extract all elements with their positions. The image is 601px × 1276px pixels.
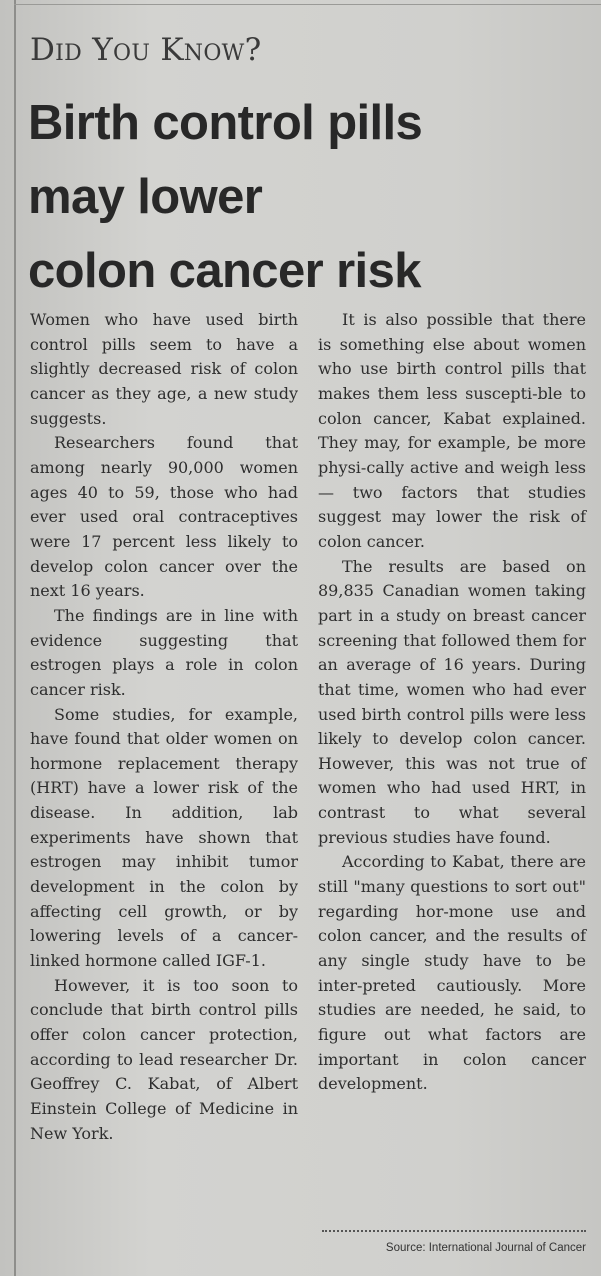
paragraph: Women who have used birth control pills seem to have a slightly decreased risk of colon cancer as they age, a new study suggests. [30, 310, 298, 428]
paragraph: According to Kabat, there are still "many questions to sort out" regarding hor-mone use and colon cancer, and the results of any single study have to be inter-preted cautiously. More studies are needed, he said, to figure out what factors are important in colon cancer development. [318, 852, 586, 1094]
paragraph: Some studies, for example, have found that older women on hormone replacement therapy (HRT) have a lower risk of the disease. In addition, lab experiments have shown that estrogen may inhibit tumor development in the colon by affecting cell growth, or by lowering levels of a cancer-linked hormone called IGF-1. [30, 704, 298, 971]
paragraph: The findings are in line with evidence suggesting that estrogen plays a role in colon cancer risk. [30, 605, 298, 699]
source-divider [322, 1230, 586, 1232]
article-headline [28, 86, 528, 308]
paragraph: However, it is too soon to conclude that birth control pills offer colon cancer protection, according to lead researcher Dr. Geoffrey C. Kabat, of Albert Einstein College of Medicine in New York. [30, 975, 298, 1143]
left-border-rule [14, 0, 16, 1276]
paragraph: Researchers found that among nearly 90,000 women ages 40 to 59, those who had ever used oral contraceptives were 17 percent less likely to develop colon cancer over the next 16 years. [30, 433, 298, 601]
article-column-right [318, 308, 586, 1097]
article-column-left [30, 308, 298, 1146]
section-kicker: Did You Know? [30, 32, 262, 68]
top-border-rule [14, 4, 601, 5]
source-credit: Source: International Journal of Cancer [385, 1242, 586, 1254]
headline-line-1: Birth control pills [28, 96, 423, 150]
paragraph: The results are based on 89,835 Canadian women taking part in a study on breast cancer screening that followed them for an average of 16 years. During that time, women who had ever used birth control pills were less likely to develop colon cancer. However, this was not true of women who had used HRT, in contrast to what several previous studies have found. [318, 556, 586, 847]
paragraph: It is also possible that there is something else about women who use birth control pills that makes them less suscepti-ble to colon cancer, Kabat explained. They may, for example, be more physi-cally active and weigh less — two factors that studies suggest may lower the risk of colon cancer. [318, 310, 586, 551]
headline-line-2: may lower [28, 170, 263, 224]
headline-line-3: colon cancer risk [28, 244, 421, 298]
